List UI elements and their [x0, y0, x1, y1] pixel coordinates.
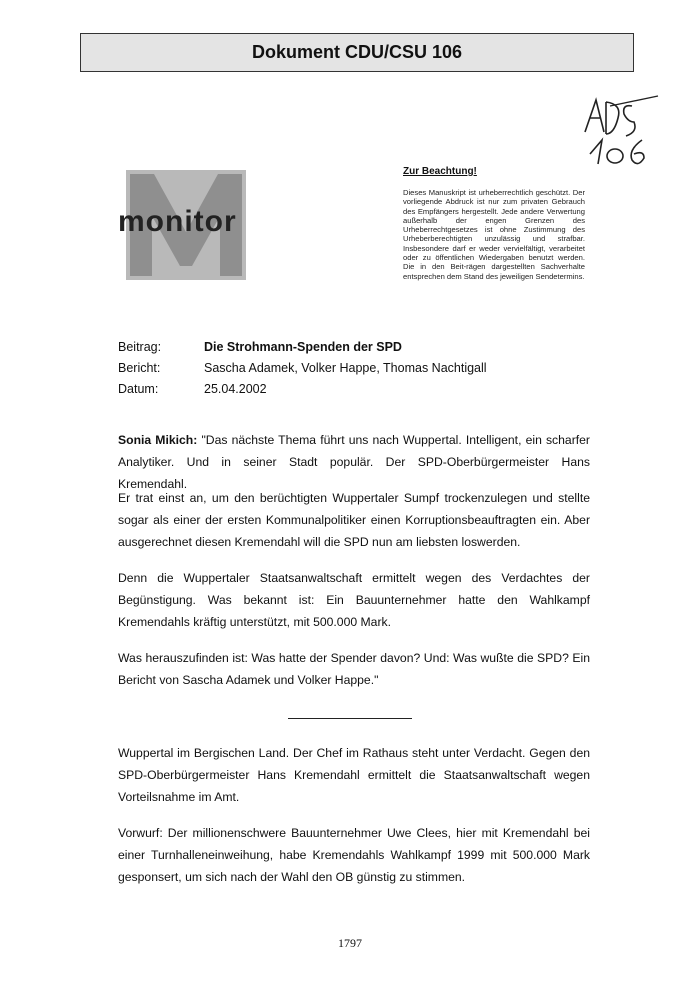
document-header [80, 33, 634, 72]
beitrag-row [118, 336, 487, 357]
datum-row [118, 378, 487, 399]
paragraph-intro-text: "Das nächste Thema führt uns nach Wuppertal. Intelligent, ein scharfer Analytiker. Und in seiner Stadt populär. Der SPD-Oberbürgermeister Hans Kremendahl. [118, 433, 590, 491]
notice-title: Zur Beachtung! [403, 166, 477, 177]
monitor-logo [112, 168, 272, 283]
paragraph-2: Er trat einst an, um den berüchtigten Wuppertaler Sumpf trockenzulegen und stellte sogar als einer der ersten Kommunalpolitiker einen Korruptionsbeauftragten ein. Aber ausgerechnet diesen Kremendahl will die SPD nun am liebsten loswerden. [118, 491, 590, 549]
speaker-name: Sonia Mikich: [118, 433, 198, 447]
paragraph-6: Vorwurf: Der millionenschwere Bauunternehmer Uwe Clees, hier mit Kremendahl bei einer Turnhalleneinweihung, habe Kremendahls Wahlkampf 1999 mit 500.000 Mark gesponsert, um sich nach der Wahl den OB günstig zu stimmen. [118, 826, 590, 884]
datum-label: Datum: [118, 381, 159, 396]
page-number: 1797 [338, 936, 362, 950]
paragraph-4: Was herauszufinden ist: Was hatte der Spender davon? Und: Was wußte die SPD? Ein Bericht von Sascha Adamek und Volker Happe." [118, 651, 590, 687]
bericht-row [118, 357, 487, 378]
paragraph-5: Wuppertal im Bergischen Land. Der Chef im Rathaus steht unter Verdacht. Gegen den SPD-Oberbürgermeister Hans Kremendahl ermittelt die Staatsanwaltschaft wegen Vorteilsnahme im Amt. [118, 746, 590, 804]
bericht-label: Bericht: [118, 360, 161, 375]
section-divider [288, 718, 412, 719]
logo-wordmark: monitor [118, 205, 237, 238]
bericht-value: Sascha Adamek, Volker Happe, Thomas Nachtigall [204, 360, 487, 375]
document-title: Dokument CDU/CSU 106 [251, 42, 463, 62]
datum-value: 25.04.2002 [204, 381, 267, 396]
copyright-notice [403, 166, 585, 281]
broadcast-metadata [118, 336, 487, 399]
beitrag-value: Die Strohmann-Spenden der SPD [204, 339, 402, 354]
beitrag-label: Beitrag: [118, 339, 162, 354]
paragraph-3: Denn die Wuppertaler Staatsanwaltschaft ermittelt wegen des Verdachtes der Begünstigung. Was bekannt ist: Ein Bauunternehmer hatte den Wahlkampf Kremendahls kräftig unterstützt, mit 500.000 Mark. [118, 571, 590, 629]
handwritten-annotation [582, 92, 662, 172]
notice-body: Dieses Manuskript ist urheberrechtlich geschützt. Der vorliegende Abdruck ist nur zum privaten Gebrauch des Empfängers hergestellt. Jede andere Verwertung außerhalb der engen Grenzen des Urheberrechtgesetzes ist ohne Zustimmung des Urheberberechtigten unzulässig und strafbar. Insbesondere darf er weder vervielfältigt, verarbeitet oder zu öffentlichen Wiedergaben benutzt werden. Die in den Beit-rägen dargestellten Sachverhalte entsprechen dem Stand des jeweiligen Sendetermins. [403, 188, 585, 281]
paragraph-intro [118, 429, 590, 495]
